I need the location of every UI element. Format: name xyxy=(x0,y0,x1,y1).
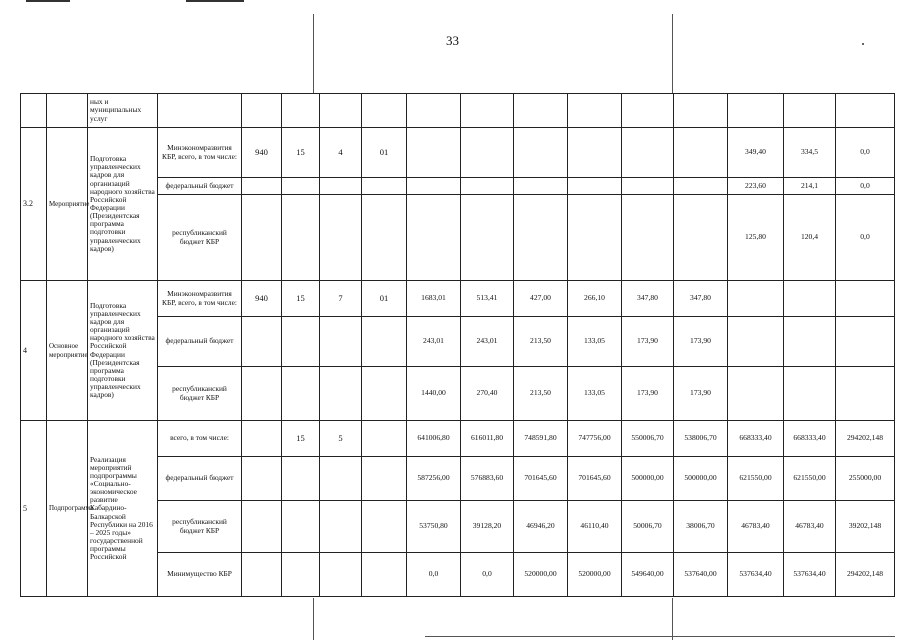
amount-cell: 513,41 xyxy=(461,281,514,317)
code-pp-cell: 15 xyxy=(282,421,320,457)
amount-cell xyxy=(728,94,784,128)
code-m-cell xyxy=(362,457,407,501)
funding-source-cell xyxy=(158,94,242,128)
amount-cell xyxy=(461,128,514,178)
amount-cell: 294202,148 xyxy=(836,421,895,457)
amount-cell: 120,4 xyxy=(784,195,836,281)
amount-cell xyxy=(568,128,622,178)
table-row xyxy=(21,94,895,128)
code-m-cell xyxy=(362,178,407,195)
measure-name-cell: ных и муниципальных услуг xyxy=(88,94,158,128)
code-gp-cell xyxy=(242,457,282,501)
amount-cell xyxy=(674,94,728,128)
amount-cell xyxy=(674,128,728,178)
code-gp-cell xyxy=(242,317,282,367)
code-gp-cell xyxy=(242,94,282,128)
row-number-cell xyxy=(21,94,47,128)
bottom-edge-line xyxy=(425,636,895,637)
status-cell: Подпрограмма xyxy=(47,421,88,597)
amount-cell: 173,90 xyxy=(674,317,728,367)
scan-fold-line xyxy=(313,598,314,640)
budget-table-body xyxy=(21,94,895,597)
code-om-cell xyxy=(320,195,362,281)
amount-cell xyxy=(568,195,622,281)
amount-cell: 748591,80 xyxy=(514,421,568,457)
code-om-cell xyxy=(320,553,362,597)
amount-cell: 701645,60 xyxy=(514,457,568,501)
funding-source-cell: республиканский бюджет КБР xyxy=(158,501,242,553)
funding-source-cell: Минимущество КБР xyxy=(158,553,242,597)
code-gp-cell xyxy=(242,367,282,421)
measure-name-cell: Подготовка управленческих кадров для организаций народного хозяйства Российской Федерации (Президентская программа подготовки управленческих кадров) xyxy=(88,128,158,281)
code-m-cell xyxy=(362,317,407,367)
code-pp-cell: 15 xyxy=(282,128,320,178)
amount-cell: 243,01 xyxy=(461,317,514,367)
amount-cell: 50006,70 xyxy=(622,501,674,553)
page-number: 33 xyxy=(446,33,459,48)
code-gp-cell: 940 xyxy=(242,281,282,317)
code-pp-cell xyxy=(282,317,320,367)
code-pp-cell xyxy=(282,501,320,553)
code-gp-cell xyxy=(242,501,282,553)
code-gp-cell xyxy=(242,553,282,597)
code-pp-cell xyxy=(282,94,320,128)
code-om-cell xyxy=(320,501,362,553)
code-gp-cell xyxy=(242,421,282,457)
amount-cell: 255000,00 xyxy=(836,457,895,501)
top-edge-line xyxy=(26,0,70,2)
amount-cell: 500000,00 xyxy=(622,457,674,501)
amount-cell: 173,90 xyxy=(622,367,674,421)
amount-cell xyxy=(622,128,674,178)
amount-cell xyxy=(784,367,836,421)
amount-cell: 747756,00 xyxy=(568,421,622,457)
funding-source-cell: Минэкономразвития КБР, всего, в том числе: xyxy=(158,128,242,178)
amount-cell: 520000,00 xyxy=(514,553,568,597)
amount-cell: 520000,00 xyxy=(568,553,622,597)
amount-cell xyxy=(514,94,568,128)
amount-cell xyxy=(622,94,674,128)
amount-cell xyxy=(514,128,568,178)
amount-cell: 668333,40 xyxy=(728,421,784,457)
code-om-cell xyxy=(320,178,362,195)
budget-table xyxy=(20,93,895,597)
amount-cell xyxy=(674,178,728,195)
amount-cell: 213,50 xyxy=(514,317,568,367)
funding-source-cell: республиканский бюджет КБР xyxy=(158,367,242,421)
code-m-cell xyxy=(362,367,407,421)
table-row xyxy=(21,421,895,457)
row-number-cell: 5 xyxy=(21,421,47,597)
code-m-cell xyxy=(362,501,407,553)
status-cell: Мероприятие xyxy=(47,128,88,281)
amount-cell: 576883,60 xyxy=(461,457,514,501)
funding-source-cell: всего, в том числе: xyxy=(158,421,242,457)
code-om-cell xyxy=(320,367,362,421)
code-om-cell xyxy=(320,317,362,367)
code-om-cell xyxy=(320,94,362,128)
amount-cell xyxy=(728,367,784,421)
amount-cell: 347,80 xyxy=(674,281,728,317)
amount-cell: 214,1 xyxy=(784,178,836,195)
amount-cell: 39128,20 xyxy=(461,501,514,553)
row-number-cell: 3.2 xyxy=(21,128,47,281)
table-row xyxy=(21,281,895,317)
amount-cell: 587256,00 xyxy=(407,457,461,501)
row-number-cell: 4 xyxy=(21,281,47,421)
amount-cell: 701645,60 xyxy=(568,457,622,501)
code-om-cell: 4 xyxy=(320,128,362,178)
amount-cell: 621550,00 xyxy=(728,457,784,501)
status-cell xyxy=(47,94,88,128)
code-m-cell: 01 xyxy=(362,128,407,178)
amount-cell: 133,05 xyxy=(568,367,622,421)
funding-source-cell: федеральный бюджет xyxy=(158,317,242,367)
amount-cell: 616011,80 xyxy=(461,421,514,457)
amount-cell: 0,0 xyxy=(836,195,895,281)
amount-cell: 0,0 xyxy=(836,128,895,178)
code-pp-cell: 15 xyxy=(282,281,320,317)
amount-cell xyxy=(514,178,568,195)
code-om-cell: 7 xyxy=(320,281,362,317)
amount-cell: 621550,00 xyxy=(784,457,836,501)
amount-cell: 213,50 xyxy=(514,367,568,421)
measure-name-cell: Реализация мероприятий подпрограммы «Социально-экономическое развитие Кабардино-Балкарской Республики на 2016 – 2025 годы» государственной программы Российской xyxy=(88,421,158,597)
code-om-cell: 5 xyxy=(320,421,362,457)
amount-cell xyxy=(568,178,622,195)
amount-cell: 53750,80 xyxy=(407,501,461,553)
amount-cell xyxy=(461,195,514,281)
funding-source-cell: Минэкономразвития КБР, всего, в том числе: xyxy=(158,281,242,317)
amount-cell xyxy=(461,178,514,195)
scan-fold-line xyxy=(672,14,673,94)
amount-cell xyxy=(836,94,895,128)
amount-cell: 46110,40 xyxy=(568,501,622,553)
amount-cell: 537634,40 xyxy=(784,553,836,597)
amount-cell xyxy=(784,317,836,367)
amount-cell: 125,80 xyxy=(728,195,784,281)
amount-cell: 349,40 xyxy=(728,128,784,178)
amount-cell xyxy=(407,195,461,281)
amount-cell: 537634,40 xyxy=(728,553,784,597)
scan-fold-line xyxy=(672,598,673,640)
amount-cell: 294202,148 xyxy=(836,553,895,597)
amount-cell: 173,90 xyxy=(622,317,674,367)
amount-cell: 550006,70 xyxy=(622,421,674,457)
code-pp-cell xyxy=(282,195,320,281)
amount-cell xyxy=(674,195,728,281)
amount-cell: 46783,40 xyxy=(784,501,836,553)
amount-cell xyxy=(622,195,674,281)
amount-cell xyxy=(622,178,674,195)
code-om-cell xyxy=(320,457,362,501)
code-gp-cell xyxy=(242,195,282,281)
amount-cell xyxy=(568,94,622,128)
code-gp-cell xyxy=(242,178,282,195)
amount-cell: 0,0 xyxy=(461,553,514,597)
amount-cell xyxy=(836,367,895,421)
code-pp-cell xyxy=(282,457,320,501)
amount-cell: 537640,00 xyxy=(674,553,728,597)
amount-cell: 668333,40 xyxy=(784,421,836,457)
amount-cell: 223,60 xyxy=(728,178,784,195)
amount-cell: 0,0 xyxy=(836,178,895,195)
amount-cell: 243,01 xyxy=(407,317,461,367)
amount-cell xyxy=(784,281,836,317)
scan-fold-line xyxy=(313,14,314,94)
amount-cell xyxy=(836,281,895,317)
code-pp-cell xyxy=(282,367,320,421)
amount-cell: 538006,70 xyxy=(674,421,728,457)
code-pp-cell xyxy=(282,553,320,597)
amount-cell: 46783,40 xyxy=(728,501,784,553)
amount-cell: 549640,00 xyxy=(622,553,674,597)
amount-cell: 1683,01 xyxy=(407,281,461,317)
amount-cell: 427,00 xyxy=(514,281,568,317)
code-m-cell xyxy=(362,195,407,281)
amount-cell: 641006,80 xyxy=(407,421,461,457)
status-cell: Основное мероприятие xyxy=(47,281,88,421)
amount-cell: 334,5 xyxy=(784,128,836,178)
code-m-cell xyxy=(362,421,407,457)
table-row xyxy=(21,128,895,178)
amount-cell xyxy=(407,128,461,178)
amount-cell: 266,10 xyxy=(568,281,622,317)
amount-cell: 347,80 xyxy=(622,281,674,317)
amount-cell xyxy=(514,195,568,281)
measure-name-cell: Подготовка управленческих кадров для организаций народного хозяйства Российской Федерации (Президентская программа подготовки управленческих кадров) xyxy=(88,281,158,421)
amount-cell: 46946,20 xyxy=(514,501,568,553)
amount-cell: 133,05 xyxy=(568,317,622,367)
code-gp-cell: 940 xyxy=(242,128,282,178)
amount-cell xyxy=(784,94,836,128)
amount-cell xyxy=(728,317,784,367)
funding-source-cell: федеральный бюджет xyxy=(158,178,242,195)
amount-cell: 38006,70 xyxy=(674,501,728,553)
amount-cell: 39202,148 xyxy=(836,501,895,553)
amount-cell xyxy=(407,94,461,128)
amount-cell: 0,0 xyxy=(407,553,461,597)
amount-cell xyxy=(728,281,784,317)
code-pp-cell xyxy=(282,178,320,195)
code-m-cell: 01 xyxy=(362,281,407,317)
amount-cell: 500000,00 xyxy=(674,457,728,501)
amount-cell xyxy=(836,317,895,367)
amount-cell xyxy=(407,178,461,195)
amount-cell: 1440,00 xyxy=(407,367,461,421)
funding-source-cell: республиканский бюджет КБР xyxy=(158,195,242,281)
funding-source-cell: федеральный бюджет xyxy=(158,457,242,501)
amount-cell: 173,90 xyxy=(674,367,728,421)
amount-cell xyxy=(461,94,514,128)
code-m-cell xyxy=(362,94,407,128)
top-edge-line xyxy=(186,0,244,2)
code-m-cell xyxy=(362,553,407,597)
amount-cell: 270,40 xyxy=(461,367,514,421)
